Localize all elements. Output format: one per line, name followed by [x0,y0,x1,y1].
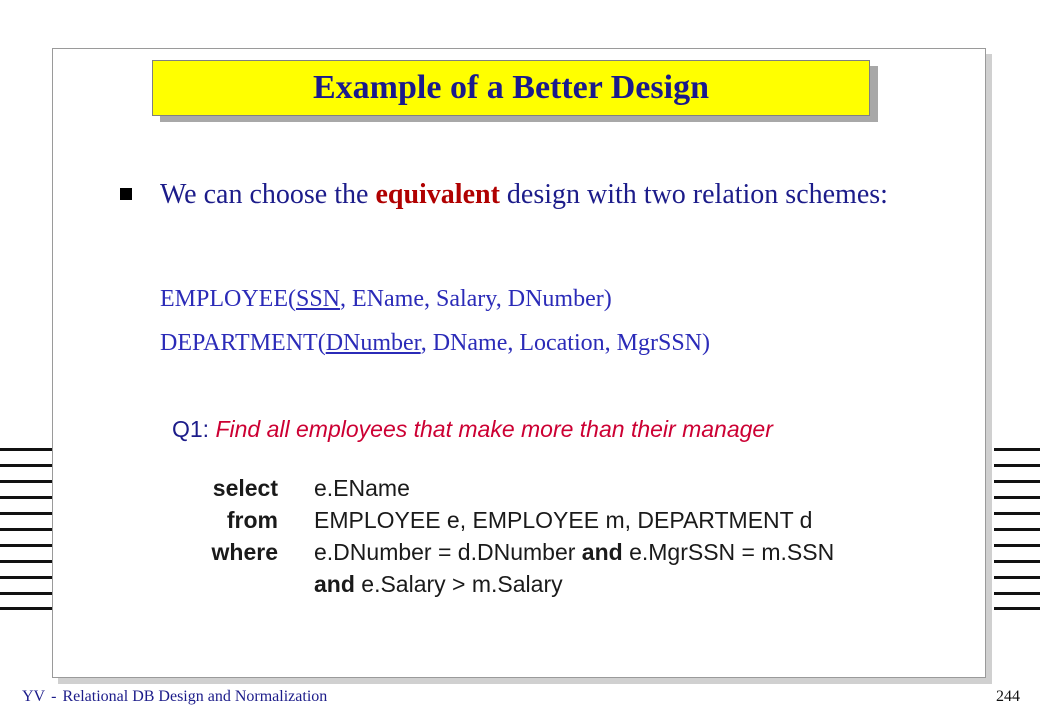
intro-emphasis: equivalent [375,179,500,210]
sql-where-body [314,536,834,568]
schema-name: EMPLOYEE( [160,286,296,312]
schema-key: DNumber [325,330,421,356]
intro-text [160,176,900,214]
decorative-hatch-left [0,448,52,610]
query-description: Find all employees that make more than their manager [215,416,773,442]
sql-select-row [160,472,834,504]
footer-caption [22,688,327,706]
sql-keyword-and: and [581,539,623,565]
sql-block [160,472,834,600]
schema-key: SSN [295,286,341,312]
schema-rest: , EName, Salary, DNumber) [340,286,612,312]
schema-rest: , DName, Location, MgrSSN) [420,330,710,356]
query-label: Q1: [172,416,216,442]
sql-from-body: EMPLOYEE e, EMPLOYEE m, DEPARTMENT d [314,507,813,533]
footer-course: Relational DB Design and Normalization [62,688,328,705]
footer-author: YV [22,688,46,705]
bullet-square-icon [120,188,132,200]
decorative-hatch-right [994,448,1040,610]
sql-keyword-where: where [211,539,278,565]
page-number: 244 [996,688,1020,705]
schema-name: DEPARTMENT( [160,330,326,356]
sql-where-row [160,536,834,568]
sql-from-row [160,504,834,536]
sql-continuation-body [314,568,563,600]
slide-footer [0,688,1040,712]
sql-keyword-and: and [314,571,355,597]
slide-title: Example of a Better Design [313,69,709,106]
title-box [152,60,870,116]
query-heading [172,416,773,443]
intro-post: design with two relation schemes: [499,179,888,210]
sql-select-body: e.EName [314,475,410,501]
sql-keyword-select: select [212,475,278,501]
sql-where-part-b: e.MgrSSN = m.SSN [622,539,835,565]
footer-separator: - [51,688,57,705]
schema-employee [160,286,612,313]
sql-continuation-text: e.Salary > m.Salary [354,571,563,597]
sql-where-part-a: e.DNumber = d.DNumber [314,539,582,565]
sql-continuation-row [160,568,834,600]
sql-keyword-from: from [226,507,278,533]
schema-department [160,330,710,357]
intro-pre: We can choose the [160,179,376,210]
sql-keyword-empty [160,568,314,600]
